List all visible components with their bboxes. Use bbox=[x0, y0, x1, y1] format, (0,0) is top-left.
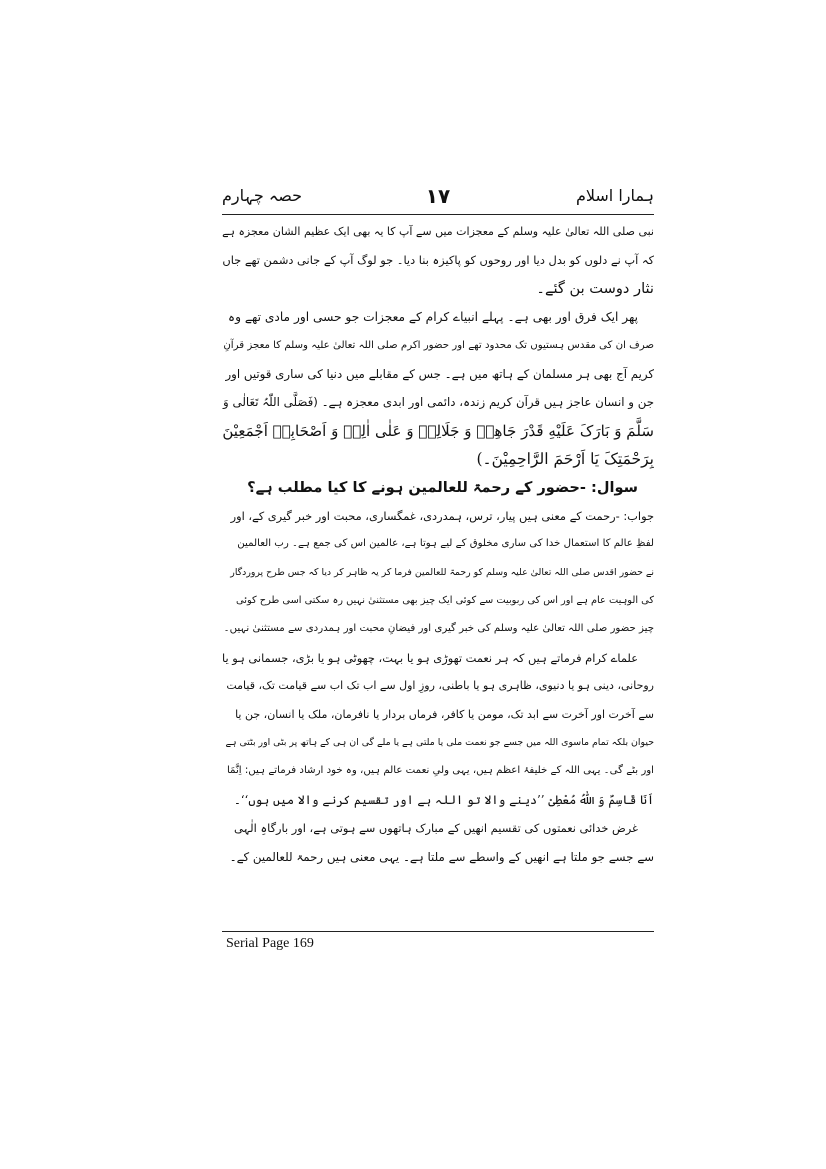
page-number: ۱۷ bbox=[425, 184, 451, 208]
text-line: سے آخرت اور آخرت سے ابد تک، مومن یا کافر، فرماں بردار یا نافرمان، ملک یا انسان، جن یا bbox=[235, 707, 654, 721]
text-line: نبی صلی اللہ تعالیٰ علیہ وسلم کے معجزات میں سے آپ کا یہ بھی ایک عظیم الشان معجزہ ہے bbox=[222, 225, 654, 238]
text-line: چیز حضور صلی اللہ تعالیٰ علیہ وسلم کی خبر گیری اور فیضانِ محبت اور ہمدردی سے مستثنیٰ نہیں۔ bbox=[223, 623, 654, 635]
text-line: پھر ایک فرق اور بھی ہے۔ پہلے انبیاے کرام کے معجزات جو حسی اور مادی تھے وہ bbox=[227, 310, 638, 325]
book-title: ہمارا اسلام bbox=[575, 186, 654, 205]
part-label: حصہ چہارم bbox=[222, 186, 302, 205]
running-header bbox=[222, 184, 654, 212]
text-line: علماے کرام فرماتے ہیں کہ ہر نعمت تھوڑی ہو یا بہت، چھوٹی ہو یا بڑی، جسمانی ہو یا bbox=[222, 650, 638, 665]
text-line: اور بٹے گی۔ یہی اللہ کے خلیفۂ اعظم ہیں، یہی ولیِ نعمت عالم ہیں، وہ خود ارشاد فرماتے ہیں: اِنَّمَا bbox=[226, 765, 654, 777]
text-line: نے حضور اقدس صلی اللہ تعالیٰ علیہ وسلم کو رحمۃ للعالمین فرما کر یہ ظاہر کر دیا کہ جس طرح پروردگار bbox=[230, 566, 654, 578]
text-line: جن و انسان عاجز ہیں قرآن کریم زندہ، دائمی اور ابدی معجزہ ہے۔ (فَصَلَّی اللّٰہُ تَعَالٰی وَ bbox=[223, 395, 654, 410]
text-line: حیوان بلکہ تمام ماسوی اللہ میں جسے جو نعمت ملی یا ملتی ہے یا ملے گی ان ہی کے ہاتھ پر بٹی اور بٹتی ہے bbox=[225, 737, 654, 749]
header-rule bbox=[222, 214, 654, 215]
text-line: لفظِ عالم کا استعمال خدا کی ساری مخلوق کے لیے ہوتا ہے، عالمین اس کی جمع ہے۔ رب العالمین bbox=[237, 538, 654, 550]
text-line: سے جسے جو ملتا ہے انھیں کے واسطے سے ملتا ہے۔ یہی معنی ہیں رحمۃ للعالمین کے۔ bbox=[229, 849, 654, 864]
text-line: کریم آج بھی ہر مسلمان کے ہاتھ میں ہے۔ جس کے مقابلے میں دنیا کی ساری قوتیں اور bbox=[225, 366, 654, 381]
text-line: کہ آپ نے دلوں کو بدل دیا اور روحوں کو پاکیزہ بنا دیا۔ جو لوگ آپ کے جانی دشمن تھے جاں bbox=[222, 253, 654, 268]
footer-rule bbox=[222, 931, 654, 932]
text-line: صرف ان کی مقدس ہستیوں تک محدود تھے اور حضور اکرم صلی اللہ تعالیٰ علیہ وسلم کا معجز قرآنِ bbox=[223, 339, 654, 351]
arabic-line: اَنَا قَاسِمٌ وَ اللّٰهُ مُعْطِیْ ’’دینے والا تو اللہ ہے اور تقسیم کرنے والا میں ہوں‘‘۔ bbox=[233, 792, 654, 807]
text-line: غرض خدائی نعمتوں کی تقسیم انھیں کے مبارک ہاتھوں سے ہوتی ہے، اور بارگاہِ الٰہی bbox=[234, 821, 638, 836]
text-line: نثار دوست بن گئے۔ bbox=[536, 279, 654, 297]
question-line: سوال: -حضور کے رحمۃ للعالمین ہونے کا کیا مطلب ہے؟ bbox=[247, 478, 638, 496]
serial-page-label: Serial Page 169 bbox=[226, 936, 314, 951]
arabic-line: سَلَّمَ وَ بَارَکَ عَلَیْهِ قَدْرَ جَاهِهٖ وَ جَلَالِهٖ وَ عَلٰی اٰلِهٖ وَ اَصْحَابِهٖ اَجْمَعِیْنَ bbox=[222, 421, 654, 440]
text-line: روحانی، دینی ہو یا دنیوی، ظاہری ہو یا باطنی، روزِ اول سے اب تک اب سے قیامت تک، قیامت bbox=[226, 679, 654, 693]
page-body bbox=[222, 218, 654, 871]
answer-line: جواب: -رحمت کے معنی ہیں پیار، ترس، ہمدردی، غمگساری، محبت اور خبر گیری کے، اور bbox=[230, 508, 654, 523]
arabic-line: بِرَحْمَتِکَ یَا اَرْحَمَ الرَّاحِمِیْنَ۔) bbox=[476, 450, 654, 469]
text-line: کی الوہیت عام ہے اور اس کی ربوبیت سے کوئی ایک چیز بھی مستثنیٰ نہیں رہ سکتی اسی طرح کوئی bbox=[236, 595, 654, 607]
